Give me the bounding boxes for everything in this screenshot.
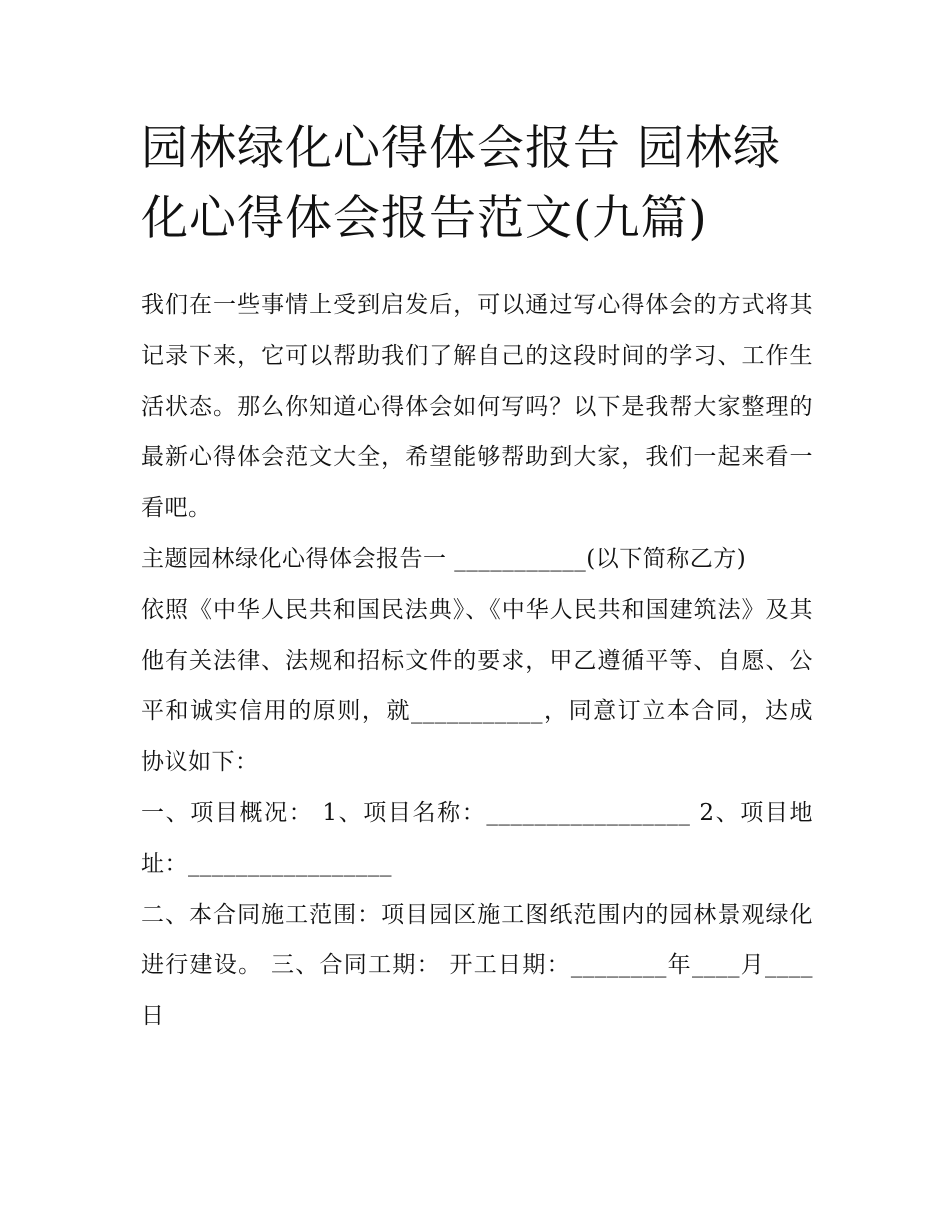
report-heading-line: 主题园林绿化心得体会报告一 ___________(以下简称乙方): [141, 545, 747, 572]
intro-paragraph: 我们在一些事情上受到启发后，可以通过写心得体会的方式将其记录下来，它可以帮助我们了解自己的这段时间的学习、工作生活状态。那么你知道心得体会如何写吗？以下是我帮大家整理的最新心得体会范文大全，希望能够帮助到大家，我们一起来看一看吧。: [141, 292, 813, 522]
scope-and-schedule-paragraph: 二、本合同施工范围：项目园区施工图纸范围内的园林景观绿化进行建设。 三、合同工期： 开工日期：________年____月____日: [141, 901, 813, 1030]
document-body: [141, 280, 813, 1042]
contract-basis-paragraph: 依照《中华人民共和国民法典》、《中华人民共和国建筑法》及其他有关法律、法规和招标文件的要求，甲乙遵循平等、自愿、公平和诚实信用的原则，就___________，同意订立本合同，达成协议如下：: [141, 596, 813, 776]
document-title: 园林绿化心得体会报告 园林绿化心得体会报告范文(九篇): [141, 121, 781, 246]
project-overview-paragraph: 一、项目概况： 1、项目名称：_________________ 2、项目地址：_________________: [141, 799, 813, 877]
